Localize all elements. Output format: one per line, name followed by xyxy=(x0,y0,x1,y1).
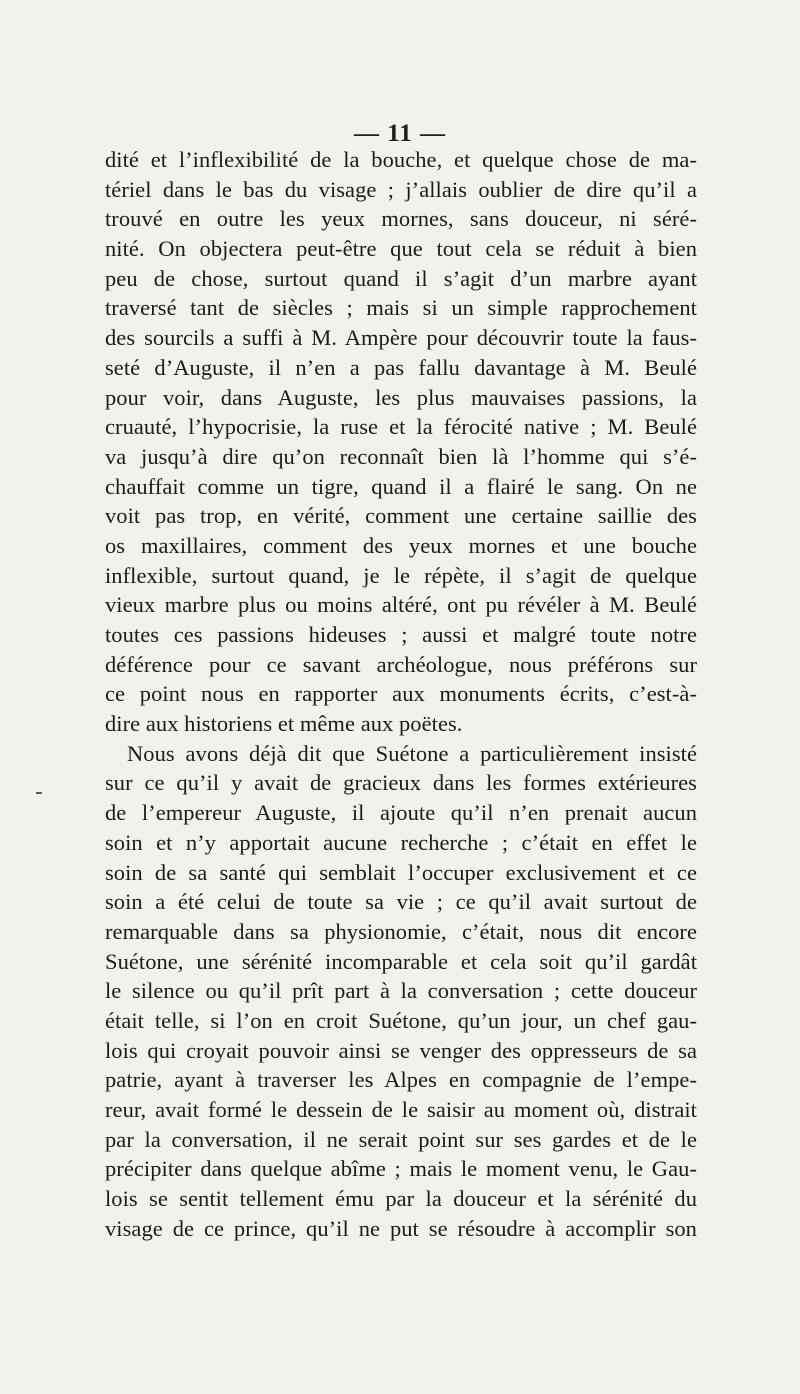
text-line: va jusqu’à dire qu’on reconnaît bien là l’homme qui s’é- xyxy=(105,443,697,469)
text-line: dire aux historiens et même aux poëtes. xyxy=(105,711,463,737)
text-line: des sourcils a suffi à M. Ampère pour découvrir toute la faus- xyxy=(105,325,697,351)
text-line: peu de chose, surtout quand il s’agit d’un marbre ayant xyxy=(105,265,697,291)
text-line: tériel dans le bas du visage ; j’allais oublier de dire qu’il a xyxy=(105,176,697,202)
paragraph-1 xyxy=(105,145,697,739)
margin-mark xyxy=(36,792,42,794)
text-line: traversé tant de siècles ; mais si un simple rapprochement xyxy=(105,295,697,321)
text-line: pour voir, dans Auguste, les plus mauvaises passions, la xyxy=(105,384,697,410)
text-line: était telle, si l’on en croit Suétone, qu’un jour, un chef gau- xyxy=(105,1007,697,1033)
page-number: — 11 — xyxy=(353,120,447,147)
text-line: inflexible, surtout quand, je le répète, il s’agit de quelque xyxy=(105,562,697,588)
text-line: lois qui croyait pouvoir ainsi se venger des oppresseurs de sa xyxy=(105,1037,697,1063)
text-line: sur ce qu’il y avait de gracieux dans les formes extérieures xyxy=(105,770,697,796)
text-line: déférence pour ce savant archéologue, nous préférons sur xyxy=(105,651,697,677)
text-line: os maxillaires, comment des yeux mornes et une bouche xyxy=(105,532,697,558)
text-line: vieux marbre plus ou moins altéré, ont pu révéler à M. Beulé xyxy=(105,592,697,618)
text-line: ce point nous en rapporter aux monuments écrits, c’est-à- xyxy=(105,681,697,707)
text-line: dité et l’inflexibilité de la bouche, et quelque chose de ma- xyxy=(105,147,697,172)
text-line: soin de sa santé qui semblait l’occuper exclusivement et ce xyxy=(105,859,697,885)
text-line: trouvé en outre les yeux mornes, sans douceur, ni séré- xyxy=(105,206,697,232)
text-line: chauffait comme un tigre, quand il a flairé le sang. On ne xyxy=(105,473,697,499)
text-line: visage de ce prince, qu’il ne put se résoudre à accomplir son xyxy=(105,1215,697,1241)
text-line: reur, avait formé le dessein de le saisir au moment où, distrait xyxy=(105,1097,697,1122)
text-line: cruauté, l’hypocrisie, la ruse et la férocité native ; M. Beulé xyxy=(105,414,697,440)
text-line: lois se sentit tellement ému par la douceur et la sérénité du xyxy=(105,1186,697,1212)
paragraph-2 xyxy=(105,739,697,1244)
text-line: soin a été celui de toute sa vie ; ce qu’il avait surtout de xyxy=(105,889,697,915)
text-line: remarquable dans sa physionomie, c’était, nous dit encore xyxy=(105,918,697,944)
text-line: précipiter dans quelque abîme ; mais le moment venu, le Gau- xyxy=(105,1156,697,1182)
text-line: soin et n’y apportait aucune recherche ; c’était en effet le xyxy=(105,829,697,855)
text-line: Nous avons déjà dit que Suétone a particulièrement insisté xyxy=(127,740,697,766)
text-line: patrie, ayant à traverser les Alpes en compagnie de l’empe- xyxy=(105,1067,697,1093)
text-line: de l’empereur Auguste, il ajoute qu’il n’en prenait aucun xyxy=(105,800,697,826)
text-line: seté d’Auguste, il n’en a pas fallu davantage à M. Beulé xyxy=(105,354,697,380)
text-line: toutes ces passions hideuses ; aussi et malgré toute notre xyxy=(105,622,697,647)
text-line: par la conversation, il ne serait point sur ses gardes et de le xyxy=(105,1126,697,1152)
text-line: voit pas trop, en vérité, comment une certaine saillie des xyxy=(105,503,697,529)
body-text xyxy=(105,145,697,1243)
text-line: nité. On objectera peut-être que tout cela se réduit à bien xyxy=(105,236,697,262)
text-line: Suétone, une sérénité incomparable et cela soit qu’il gardât xyxy=(105,948,697,974)
text-line: le silence ou qu’il prît part à la conversation ; cette douceur xyxy=(105,978,697,1004)
